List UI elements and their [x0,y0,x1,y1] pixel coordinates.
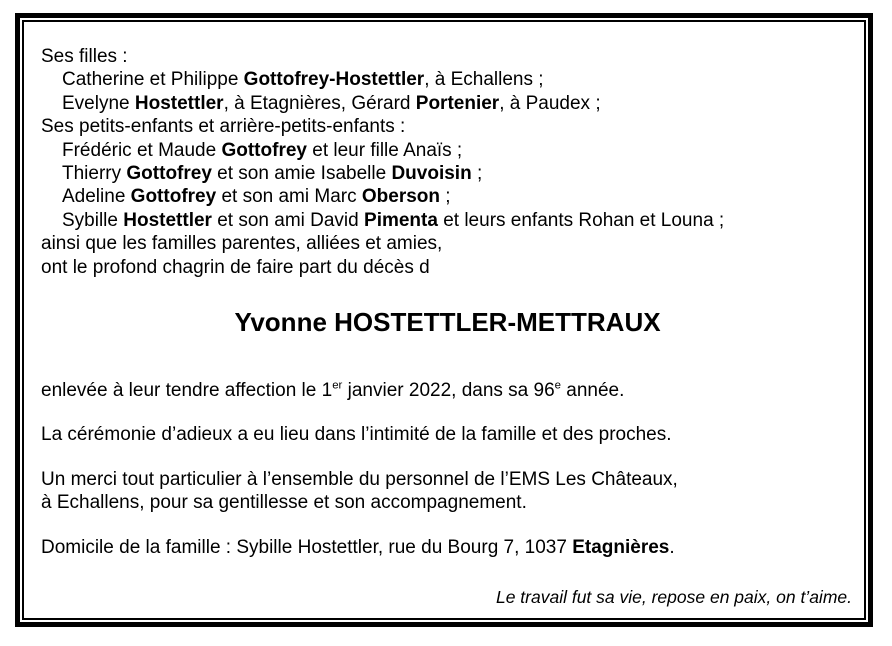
text-run: et leurs enfants Rohan et Louna ; [437,209,725,231]
notice-paragraph [41,536,854,559]
family-name-bold: Gottofrey-Hostettler [243,69,425,91]
text-run: année. [561,380,625,402]
notice-paragraph [41,423,854,446]
family-name-bold: Duvoisin [391,163,472,185]
text-run: ainsi que les familles parentes, alliées et amies, [41,233,443,255]
family-name-bold: Portenier [415,92,500,114]
family-line [41,45,854,68]
family-line [41,232,854,255]
family-name-bold: Etagnières [572,536,670,558]
notice-paragraphs [41,379,854,559]
text-run: . [669,536,675,558]
text-run: , à Etagnières, Gérard [223,92,416,114]
family-name-bold: Hostettler [123,209,212,231]
text-run: enlevée à leur tendre affection le 1 [41,380,333,402]
text-run: ; [471,163,483,185]
text-run: à Echallens, pour sa gentillesse et son accompagnement. [41,492,527,514]
family-name-bold: Pimenta [364,209,438,231]
text-run: e [554,379,561,392]
text-run: Evelyne [62,92,135,114]
family-name-bold: Gottofrey [130,186,217,208]
outer-frame [15,13,873,627]
text-run: , à Paudex ; [499,92,601,114]
text-run: et leur fille Anaïs ; [306,139,463,161]
text-run: Un merci tout particulier à l’ensemble du personnel de l’EMS Les Châteaux, [41,468,678,490]
family-line [41,92,854,115]
text-run: Ses filles : [41,46,128,67]
text-run: Thierry [62,163,127,185]
family-line [41,139,854,162]
family-line [41,115,854,138]
family-line [41,162,854,185]
text-run: Sybille [62,209,124,231]
epitaph-text: Le travail fut sa vie, repose en paix, on t’aime. [495,587,852,608]
text-run: Ses petits-enfants et arrière-petits-enfants : [41,116,406,138]
text-run: Frédéric et Maude [62,139,222,161]
text-run: et son ami Marc [216,186,362,208]
deceased-name-title: Yvonne HOSTETTLER-METTRAUX [234,307,661,338]
text-run: ; [440,186,451,208]
text-run: et son ami David [211,209,365,231]
text-run: , à Echallens ; [424,69,544,91]
text-run: Catherine et Philippe [62,69,244,91]
text-run: Domicile de la famille : Sybille Hostettler, rue du Bourg 7, 1037 [41,536,573,558]
family-name-bold: Hostettler [134,92,224,114]
family-line [41,209,854,232]
notice-paragraph [41,468,854,515]
family-line [41,256,854,279]
text-run: Adeline [62,186,131,208]
family-line [41,68,854,91]
family-name-bold: Gottofrey [221,139,307,161]
text-run: et son amie Isabelle [211,163,392,185]
family-lines [41,45,854,279]
family-name-bold: Gottofrey [126,163,212,185]
inner-frame [22,20,866,620]
text-run: ont le profond chagrin de faire part du décès d [41,256,430,278]
family-name-bold: Oberson [361,186,441,208]
text-run: La cérémonie d’adieux a eu lieu dans l’intimité de la famille et des proches. [41,424,672,446]
notice-paragraph [41,379,854,402]
family-line [41,185,854,208]
text-run: janvier 2022, dans sa 96 [342,380,555,402]
text-run: er [332,379,343,392]
